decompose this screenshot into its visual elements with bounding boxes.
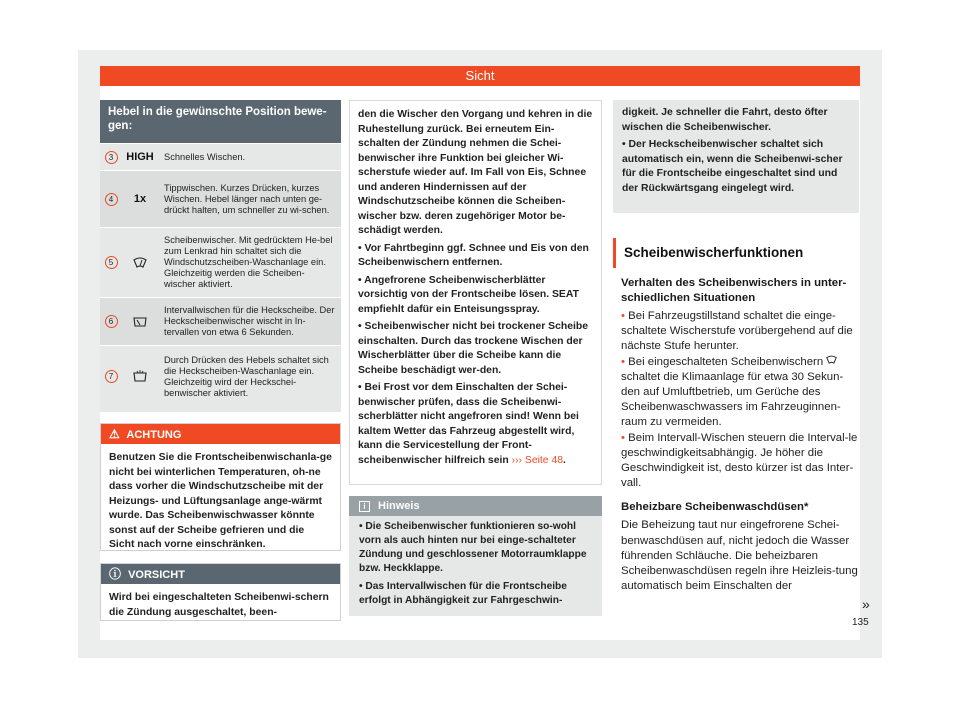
row-number: 6 bbox=[105, 315, 118, 328]
hinweis-title: Hinweis bbox=[378, 500, 420, 512]
vorsicht-text: Wird bei eingeschalteten Scheibenwi-schern die Zündung ausgeschaltet, been- bbox=[109, 592, 329, 618]
achtung-title: ACHTUNG bbox=[126, 429, 182, 441]
row-number: 5 bbox=[105, 256, 118, 269]
list-item: • Bei Frost vor dem Einschalten der Schei-benwischer prüfen, dass die Scheibenwi-scherblätter nicht angefroren sind! Wenn bei kaltem Wetter das Fahrzeug abgestellt wird, kann die Servicestellung der Front-scheibenwischer hilfreich sein ››› Seite 48. bbox=[358, 381, 593, 468]
single-wipe-icon: 1x bbox=[133, 193, 147, 205]
table-row bbox=[100, 345, 341, 407]
windshield-wiper-icon bbox=[826, 356, 837, 368]
subheading: Beheizbare Scheibenwaschdüsen* bbox=[621, 501, 809, 514]
info-icon: i bbox=[359, 501, 370, 512]
section-body bbox=[621, 276, 859, 594]
hinweis-box bbox=[349, 496, 602, 616]
list-item: • Vor Fahrtbeginn ggf. Schnee und Eis von den Scheibenwischern entfernen. bbox=[358, 242, 593, 271]
high-icon: HIGH bbox=[126, 151, 154, 163]
vorsicht-title-bar bbox=[101, 564, 340, 584]
row-number: 4 bbox=[105, 193, 118, 206]
page-reference-link[interactable]: ››› Seite 48 bbox=[511, 454, 564, 466]
row-description: Scheibenwischer. Mit gedrücktem He-bel zum Lenkrad hin schaltet sich die Windschutzscheiben-Waschanlage ein. Gleichzeitig werden die Scheiben-wischer aktiviert. bbox=[164, 235, 333, 289]
achtung-title-bar bbox=[101, 424, 340, 444]
warning-triangle-icon: ⚠ bbox=[109, 427, 120, 441]
hinweis-paragraph: digkeit. Je schneller die Fahrt, desto öfter wischen die Scheibenwischer. bbox=[622, 107, 828, 133]
list-item: • Die Scheibenwischer funktionieren so-wohl vorn als auch hinten nur bei einge-schalteter Zündung und geschlossener Motorraumklappe bzw. Heckklappe. bbox=[349, 520, 602, 576]
row-description: Durch Drücken des Hebels schaltet sich die Heckscheiben-Waschanlage ein. Gleichzeitig wird der Heckschei-benwischer aktiviert. bbox=[164, 354, 329, 398]
row-description: Tippwischen. Kurzes Drücken, kurzes Wischen. Hebel länger nach unten ge-drückt halten, um schneller zu wi-schen. bbox=[164, 182, 330, 215]
row-number: 7 bbox=[105, 370, 118, 383]
vorsicht-continued-box bbox=[349, 100, 602, 485]
list-item: • Angefrorene Scheibenwischerblätter vorsichtig von der Frontscheibe lösen. SEAT empfiehlt dafür ein Enteisungsspray. bbox=[358, 274, 593, 318]
rear-washer-icon bbox=[122, 370, 158, 383]
achtung-box bbox=[100, 423, 341, 551]
hinweis-continued-box bbox=[613, 100, 859, 213]
page-number: 135 bbox=[852, 617, 869, 628]
continue-marker: » bbox=[862, 596, 870, 612]
table-heading: Hebel in die gewünschte Position bewe-gen: bbox=[100, 100, 341, 143]
table-row bbox=[100, 170, 341, 227]
lever-positions-table bbox=[100, 100, 341, 412]
table-row bbox=[100, 227, 341, 297]
vorsicht-title: VORSICHT bbox=[128, 569, 185, 581]
chapter-header: Sicht bbox=[100, 66, 860, 86]
subheading: Verhalten des Scheibenwischers in unter-schiedlichen Situationen bbox=[621, 277, 847, 304]
hinweis-title-bar bbox=[349, 496, 602, 516]
caution-circle-icon: ⓘ bbox=[109, 567, 122, 581]
list-item: • Scheibenwischer nicht bei trockener Scheibe einschalten. Durch das trockene Wischen der Wischerblätter über die Scheibe kann die Scheibe beschädigt wer-den. bbox=[358, 320, 593, 378]
list-item: • Bei eingeschalteten Scheibenwischern schaltet die Klimaanlage für etwa 30 Sekun-den auf Umluftbetrieb, um Gerüche des Scheibenwaschwassers im Fahrzeuginnen-raum zu vermeiden. bbox=[621, 355, 859, 431]
vorsicht-paragraph: den die Wischer den Vorgang und kehren in die Ruhestellung zurück. Bei erneutem Ein-schalten der Zündung nehmen die Schei-benwischer ihre Funktion bei gleicher Wi-scherstufe wieder auf. Im Fall von Eis, Schnee und anderen Hindernissen auf der Windschutzscheibe können die Scheiben-wischer bzw. deren zugehöriger Motor be-schädigt werden. bbox=[358, 109, 593, 236]
table-row bbox=[100, 297, 341, 345]
achtung-text: Benutzen Sie die Frontscheibenwischanla-ge nicht bei winterlichen Temperaturen, oh-ne dass vorher die Windschutzscheibe mit der Heizungs- und Lüftungsanlage ange-wärmt wurde. Das Scheibenwischwasser könnte sonst auf der Scheibe gefrieren und die Sicht nach vorne einschränken. bbox=[109, 452, 332, 550]
section-heading: Scheibenwischerfunktionen bbox=[613, 238, 859, 268]
row-description: Intervallwischen für die Heckscheibe. Der Heckscheibenwischer wischt in In-tervallen von etwa 6 Sekunden. bbox=[164, 305, 335, 337]
paragraph: Die Beheizung taut nur eingefrorene Schei-benwaschdüsen auf, nicht jedoch die Wasser führenden Schläuche. Die beheizbaren Scheibenwaschdüsen regeln ihre Heizleis-tung automatisch beim Einschalten der bbox=[621, 519, 858, 593]
list-item: • Beim Intervall-Wischen steuern die Interval-le geschwindigkeitsabhängig. Je höher die Geschwindigkeit ist, desto kürzer ist das Inter-vall. bbox=[621, 431, 859, 492]
list-item: • Bei Fahrzeugstillstand schaltet die einge-schaltete Wischerstufe vorübergehend auf die nächste Stufe herunter. bbox=[621, 309, 859, 355]
list-item: • Das Intervallwischen für die Frontscheibe erfolgt in Abhängigkeit zur Fahrgeschwin- bbox=[349, 580, 602, 608]
row-number: 3 bbox=[105, 151, 118, 164]
table-row bbox=[100, 143, 341, 170]
rear-wiper-interval-icon bbox=[122, 316, 158, 328]
windshield-wiper-icon bbox=[122, 257, 158, 269]
row-description: Schnelles Wischen. bbox=[164, 151, 246, 162]
list-item: • Der Heckscheibenwischer schaltet sich automatisch ein, wenn die Scheibenwi-scher für die Frontscheibe eingeschaltet sind und der Rückwärtsgang eingelegt wird. bbox=[622, 138, 850, 196]
vorsicht-box bbox=[100, 563, 341, 621]
